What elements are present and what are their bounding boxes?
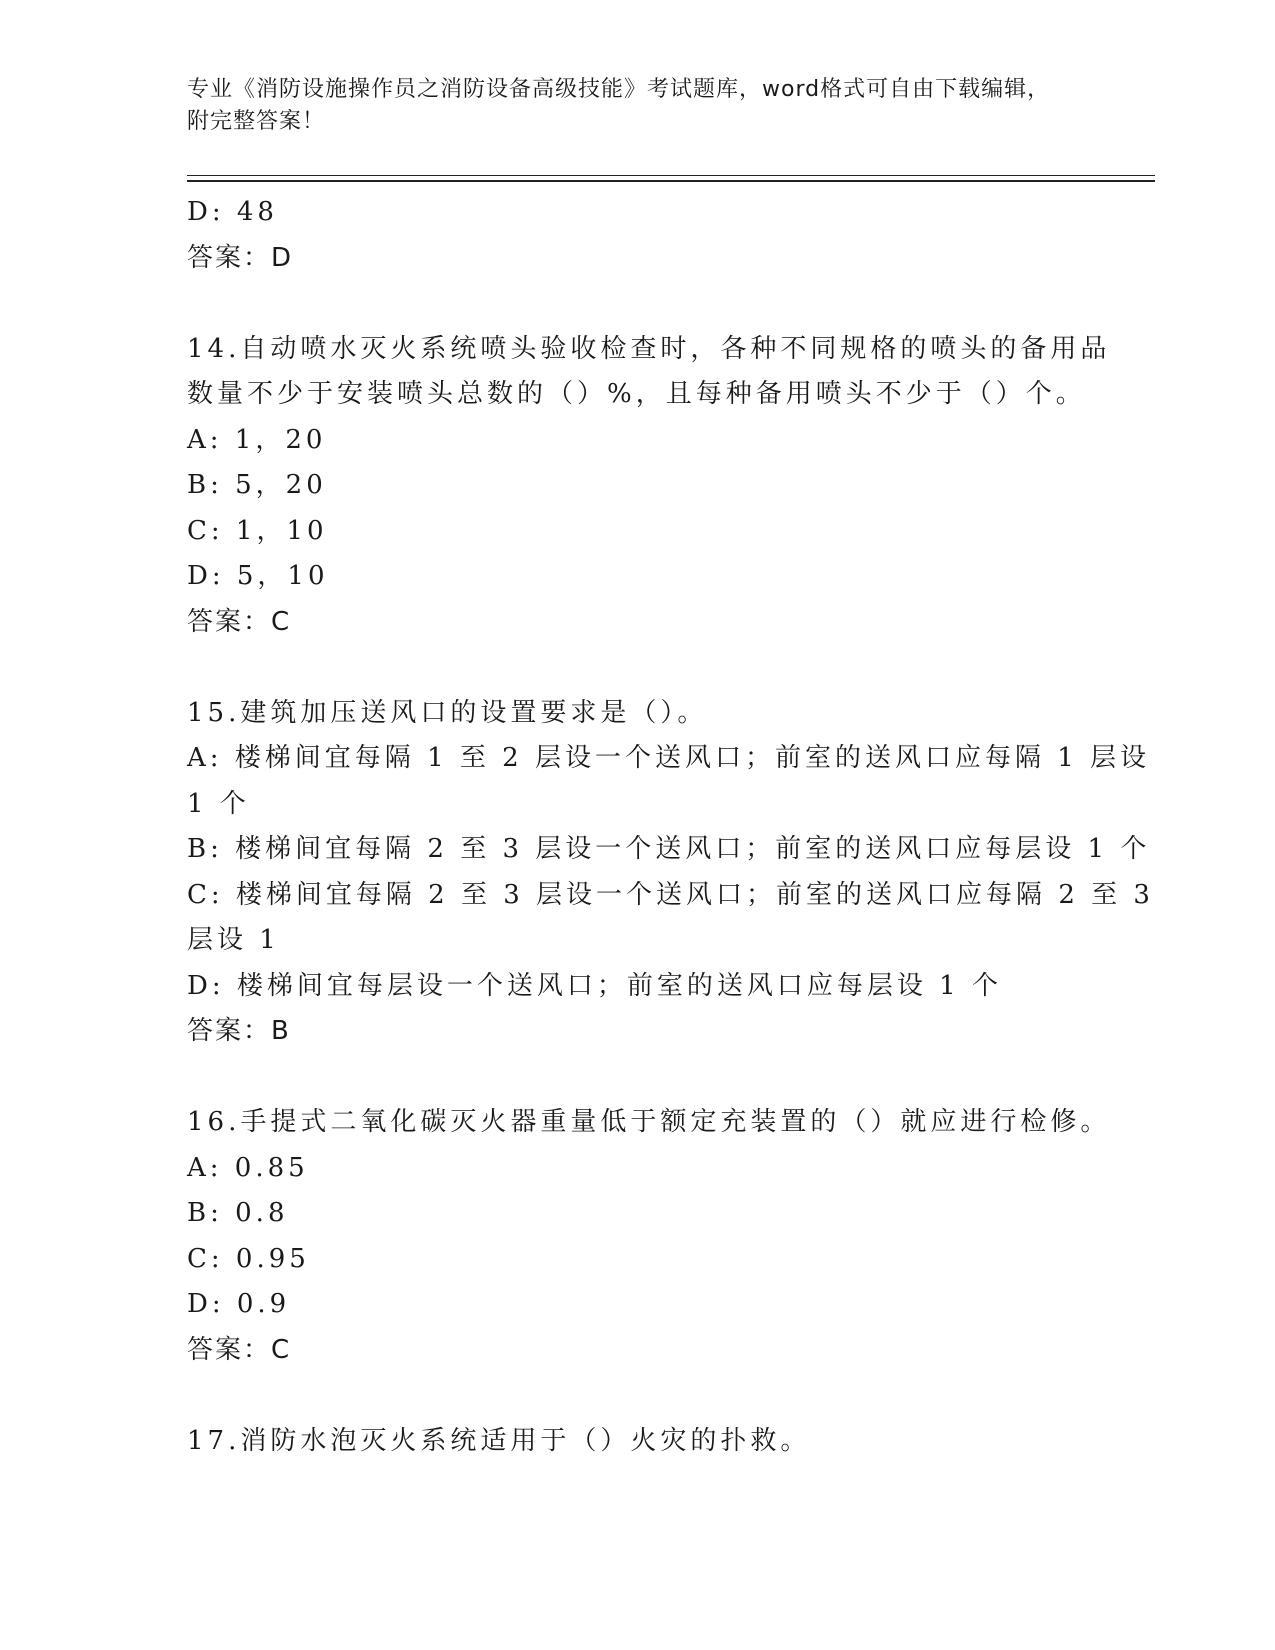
question-14-option-a: A: 1，20 — [187, 424, 327, 455]
answer-line: 答案：D — [187, 242, 294, 273]
question-15-option-d: D: 楼梯间宜每层设一个送风口；前室的送风口应每层设 1 个 — [187, 970, 1002, 1001]
question-16-option-c: C: 0.95 — [187, 1243, 310, 1274]
question-16-option-b: B: 0.8 — [187, 1198, 289, 1228]
question-16-option-a: A: 0.85 — [187, 1152, 309, 1183]
spacer — [187, 645, 1087, 691]
question-15-answer: 答案：B — [187, 1016, 291, 1046]
question-14-option-b: B: 5，20 — [187, 470, 327, 500]
question-15-option-a-cont: 1 个 — [187, 788, 250, 819]
question-15-stem: 15.建筑加压送风口的设置要求是（）。 — [187, 697, 708, 728]
question-15-option-c-cont: 层设 1 — [187, 925, 280, 955]
spacer — [187, 1373, 1087, 1419]
question-14-option-d: D: 5，10 — [187, 561, 329, 591]
question-15-option-b: B: 楼梯间宜每隔 2 至 3 层设一个送风口；前室的送风口应每层设 1 个 — [187, 834, 1151, 864]
spacer — [187, 1055, 1087, 1101]
question-14-stem: 14.自动喷水灭火系统喷头验收检查时，各种不同规格的喷头的备用品 — [187, 333, 1111, 364]
question-17-stem: 17.消防水泡灭火系统适用于（）火灾的扑救。 — [187, 1425, 811, 1456]
question-15-option-c: C: 楼梯间宜每隔 2 至 3 层设一个送风口；前室的送风口应每隔 2 至 3 — [187, 879, 1154, 910]
question-16-stem: 16.手提式二氧化碳灭火器重量低于额定充装置的（）就应进行检修。 — [187, 1107, 1111, 1137]
question-14-stem-cont: 数量不少于安装喷头总数的（）%，且每种备用喷头不少于（）个。 — [187, 379, 1086, 409]
option-d: D: 48 — [187, 197, 278, 227]
question-16-answer: 答案：C — [187, 1334, 292, 1365]
document-header: 专业《消防设施操作员之消防设备高级技能》考试题库，word格式可自由下载编辑，附完整答案！ — [187, 77, 1051, 134]
question-14-option-c: C: 1，10 — [187, 515, 328, 546]
question-16-option-d: D: 0.9 — [187, 1289, 291, 1319]
spacer — [187, 281, 1087, 327]
header-rule-thin — [187, 175, 1155, 176]
question-14-answer: 答案：C — [187, 606, 292, 637]
header-rule-thick — [187, 180, 1155, 182]
question-15-option-a: A: 楼梯间宜每隔 1 至 2 层设一个送风口；前室的送风口应每隔 1 层设 — [187, 743, 1151, 773]
question-list — [187, 190, 1154, 1464]
